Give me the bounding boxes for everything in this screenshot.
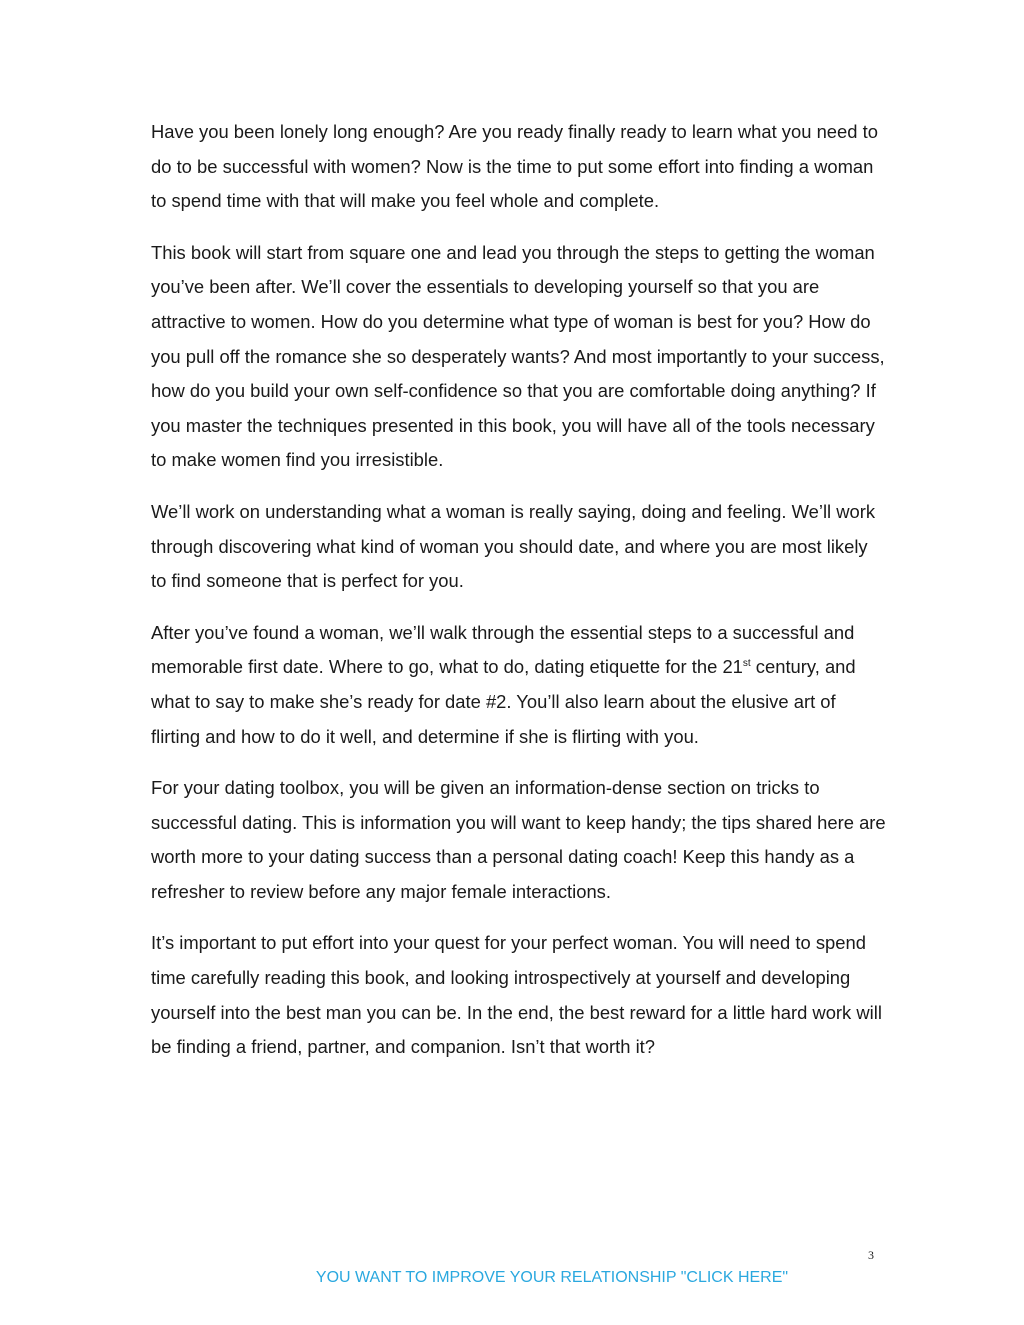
paragraph-first-date <box>151 616 886 754</box>
page-number: 3 <box>868 1248 874 1262</box>
paragraph-book-overview: This book will start from square one and lead you through the steps to getting the woman you’ve been after. We’ll cover the essentials to developing yourself so that you are attractive to women. How do you determine what type of woman is best for you? How do you pull off the romance she so desperately wants? And most importantly to your success, how do you build your own self-confidence so that you are comfortable doing anything? If you master the techniques presented in this book, you will have all of the tools necessary to make women find you irresistible. <box>151 241 885 471</box>
paragraph-intro: Have you been lonely long enough? Are you ready finally ready to learn what you need to do to be successful with women? Now is the time to put some effort into finding a woman to spend time with that will make you feel whole and complete. <box>151 121 878 212</box>
body-text <box>151 115 886 1082</box>
footer-promo-link[interactable]: YOU WANT TO IMPROVE YOUR RELATIONSHIP "CLICK HERE" <box>315 1269 789 1286</box>
first-date-text-start: After you’ve found a woman, we’ll walk through the essential steps to a successful and memorable first date. Where to go, what to do, dating etiquette for the 21 <box>151 621 855 678</box>
paragraph-conclusion: It’s important to put effort into your quest for your perfect woman. You will need to spend time carefully reading this book, and looking introspectively at yourself and developing yourself into the best man you can be. In the end, the best reward for a little hard work will be finding a friend, partner, and companion. Isn’t that worth it? <box>151 932 882 1058</box>
paragraph-dating-toolbox: For your dating toolbox, you will be given an information-dense section on tricks to successful dating. This is information you will want to keep handy; the tips shared here are worth more to your dating success than a personal dating coach! Keep this handy as a refresher to review before any major female interactions. <box>151 777 886 902</box>
paragraph-understanding-women: We’ll work on understanding what a woman is really saying, doing and feeling. We’ll work through discovering what kind of woman you should date, and where you are most likely to find someone that is perfect for you. <box>151 500 876 592</box>
first-date-text-end: century, and what to say to make she’s ready for date #2. You’ll also learn about the elusive art of flirting and how to do it well, and determine if she is flirting with you. <box>151 656 856 747</box>
ordinal-superscript: st <box>742 658 751 670</box>
